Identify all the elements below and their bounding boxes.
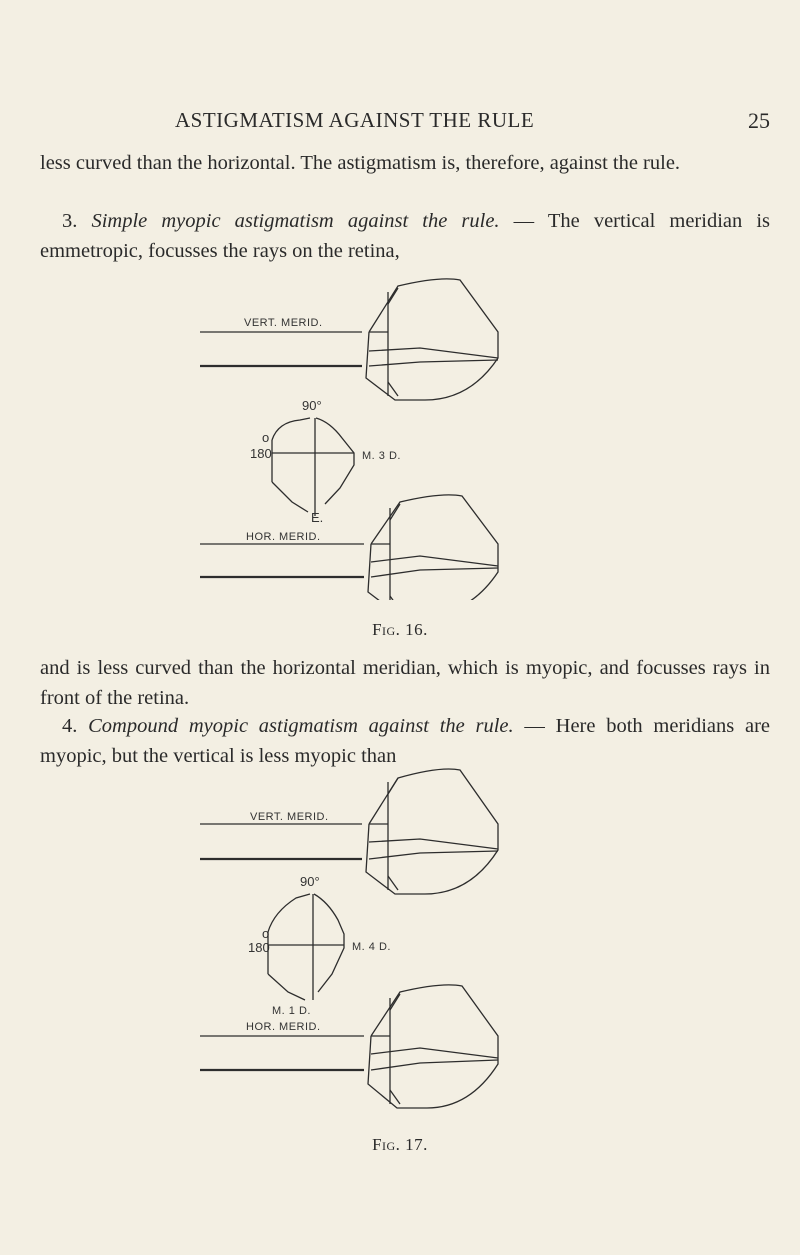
bottom-refraction-label: M. 1 D. — [272, 1005, 311, 1017]
deg-180-label: 180 — [248, 940, 270, 955]
hor-merid-label: HOR. MERID. — [246, 531, 321, 543]
paragraph-4: 4. Compound myopic astigmatism against the rule. — Here both meridians are myopic, but the vertical is less myopic than — [40, 715, 771, 767]
deg-90-label: 90° — [302, 398, 322, 413]
paragraph-2-text: The vertical meridian is emmetropic, focusses the rays on the retina, — [40, 210, 771, 262]
vert-merid-label: VERT. MERID. — [244, 317, 323, 329]
paragraph-1: less curved than the horizontal. The astigmatism is, therefore, against the rule. — [40, 152, 681, 174]
vertical-meridian-eye — [200, 279, 498, 400]
vert-merid-label: VERT. MERID. — [250, 811, 329, 823]
paragraph-4-text: Here both meridians are myopic, but the vertical is less myopic than — [40, 715, 771, 767]
horizontal-meridian-eye — [200, 985, 498, 1108]
section-title-simple-myopic: Simple myopic astigmatism against the rule. — [91, 210, 500, 232]
deg-180-mark: o — [262, 926, 270, 941]
meridian-cross-diagram — [250, 398, 401, 525]
figure-16-caption: Fig. 16. — [372, 620, 428, 639]
deg-180-mark: o — [262, 430, 270, 445]
figure-17 — [0, 752, 800, 1132]
meridian-cross-diagram — [248, 874, 391, 1017]
figure-16-diagram — [0, 270, 800, 600]
right-refraction-label: M. 4 D. — [352, 941, 391, 953]
hor-merid-label: HOR. MERID. — [246, 1021, 321, 1033]
deg-90-label: 90° — [300, 874, 320, 889]
right-refraction-label: M. 3 D. — [362, 450, 401, 462]
paragraph-2: 3. Simple myopic astigmatism against the rule. — The vertical meridian is emmetropic, focusses the rays on the retina, — [40, 210, 771, 262]
figure-17-caption: Fig. 17. — [372, 1135, 428, 1154]
deg-180-label: 180 — [250, 446, 272, 461]
vertical-meridian-eye — [200, 769, 498, 894]
horizontal-meridian-eye — [200, 495, 498, 600]
section-number-4: 4. — [62, 715, 78, 737]
section-title-compound-myopic: Compound myopic astigmatism against the rule. — [88, 715, 514, 737]
figure-17-diagram — [0, 752, 800, 1132]
page-number: 25 — [748, 108, 770, 133]
figure-16 — [0, 270, 800, 600]
page-header — [40, 108, 770, 138]
running-title: ASTIGMATISM AGAINST THE RULE — [175, 108, 535, 132]
bottom-refraction-label: E. — [311, 510, 324, 525]
paragraph-3: and is less curved than the horizontal meridian, which is myopic, and focusses rays in front of the retina. — [40, 657, 770, 709]
section-number-3: 3. — [62, 210, 78, 232]
